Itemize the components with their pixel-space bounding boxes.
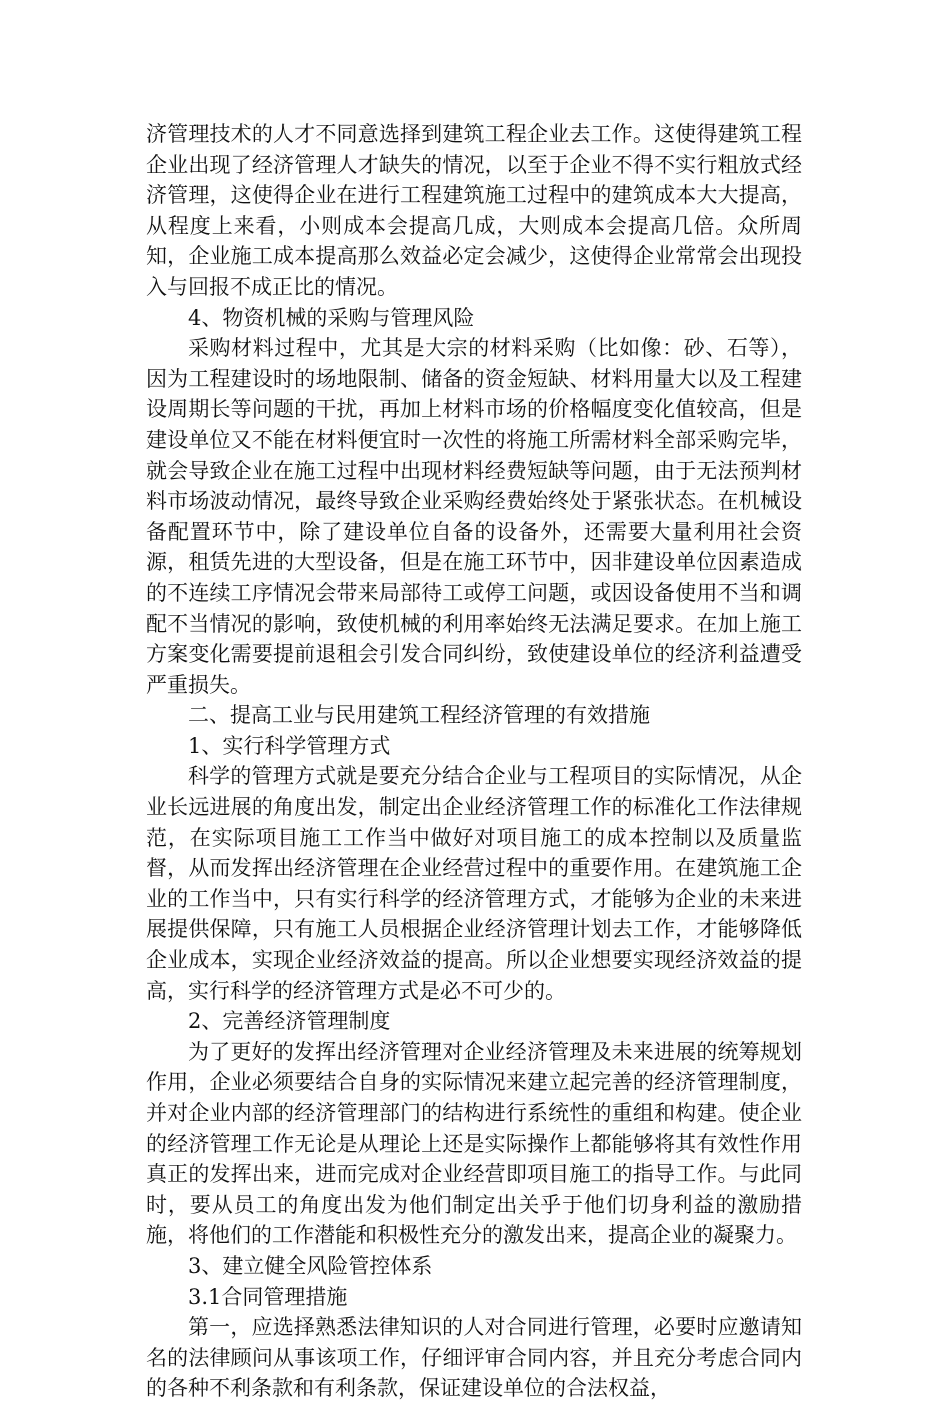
section-heading: 4、物资机械的采购与管理风险 — [188, 305, 475, 330]
section-heading: 3、建立健全风险管控体系 — [188, 1253, 433, 1278]
section-heading: 1、实行科学管理方式 — [188, 733, 391, 758]
section-heading: 二、提高工业与民用建筑工程经济管理的有效措施 — [188, 703, 650, 728]
paragraph: 科学的管理方式就是要充分结合企业与工程项目的实际情况，从企业长远进展的角度出发，制定出企业经济管理工作的标准化工作法律规范，在实际项目施工工作当中做好对项目施工的成本控制以及质量监督，从而发挥出经济管理在企业经营过程中的重要作用。在建筑施工企业的工作当中，只有实行科学的经济管理方式，才能够为企业的未来进展提供保障，只有施工人员根据企业经济管理计划去工作，才能够降低企业成本，实现企业经济效益的提高。所以企业想要实现经济效益的提高，实行科学的经济管理方式是必不可少的。 — [146, 764, 802, 1003]
paragraph: 济管理技术的人才不同意选择到建筑工程企业去工作。这使得建筑工程企业出现了经济管理人才缺失的情况，以至于企业不得不实行粗放式经济管理，这使得企业在进行工程建筑施工过程中的建筑成本大大提高，从程度上来看，小则成本会提高几成，大则成本会提高几倍。众所周知，企业施工成本提高那么效益必定会减少，这使得企业常常会出现投入与回报不成正比的情况。 — [146, 122, 802, 299]
document-page — [146, 119, 802, 1404]
paragraph: 第一，应选择熟悉法律知识的人对合同进行管理，必要时应邀请知名的法律顾问从事该项工作，仔细评审合同内容，并且充分考虑合同内的各种不利条款和有利条款，保证建设单位的合法权益， — [146, 1315, 802, 1401]
section-heading: 2、完善经济管理制度 — [188, 1009, 391, 1034]
section-heading: 3.1合同管理措施 — [188, 1284, 348, 1309]
paragraph: 采购材料过程中，尤其是大宗的材料采购（比如像：砂、石等），因为工程建设时的场地限制、储备的资金短缺、材料用量大以及工程建设周期长等问题的干扰，再加上材料市场的价格幅度变化值较高，但是建设单位又不能在材料便宜时一次性的将施工所需材料全部采购完毕，就会导致企业在施工过程中出现材料经费短缺等问题，由于无法预判材料市场波动情况，最终导致企业采购经费始终处于紧张状态。在机械设备配置环节中，除了建设单位自备的设备外，还需要大量利用社会资源，租赁先进的大型设备，但是在施工环节中，因非建设单位因素造成的不连续工序情况会带来局部待工或停工问题，或因设备使用不当和调配不当情况的影响，致使机械的利用率始终无法满足要求。在加上施工方案变化需要提前退租会引发合同纠纷，致使建设单位的经济利益遭受严重损失。 — [146, 336, 802, 697]
paragraph: 为了更好的发挥出经济管理对企业经济管理及未来进展的统筹规划作用，企业必须要结合自身的实际情况来建立起完善的经济管理制度，并对企业内部的经济管理部门的结构进行系统性的重组和构建。使企业的经济管理工作无论是从理论上还是实际操作上都能够将其有效性作用真正的发挥出来，进而完成对企业经营即项目施工的指导工作。与此同时，要从员工的角度出发为他们制定出关乎于他们切身利益的激励措施，将他们的工作潜能和积极性充分的激发出来，提高企业的凝聚力。 — [146, 1039, 802, 1248]
